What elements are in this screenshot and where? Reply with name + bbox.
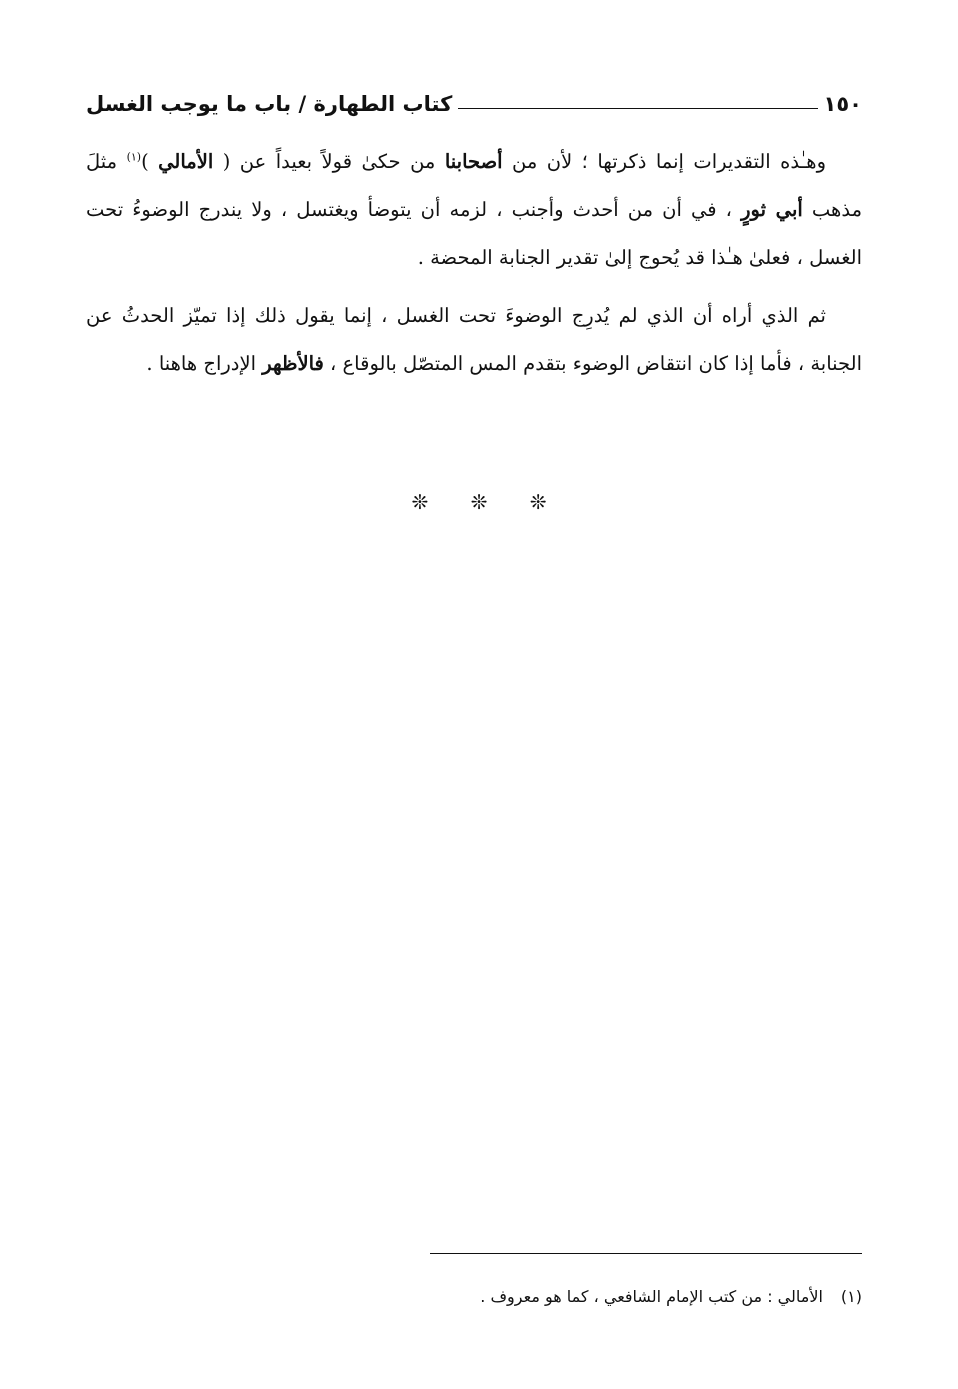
- footnote: [86, 1283, 862, 1311]
- ornament-star: ❊: [411, 490, 429, 514]
- running-title: كتاب الطهارة / باب ما يوجب الغسل: [86, 92, 453, 116]
- footnote-text: الأمالي : من كتب الإمام الشافعي ، كما هو معروف .: [480, 1287, 823, 1306]
- bold-term-amali: الأمالي: [158, 150, 214, 173]
- text-run: ثم الذي أراه أن الذي لم يُدرِج الوضوءَ تحت الغسل ، إنما يقول ذلك إذا تميّز الحدثُ عن الجنابة ، فأما إذا كان انتقاض الوضوء بتقدم المس المتصّل بالوقاع ،: [86, 304, 862, 375]
- page-header: [86, 86, 862, 122]
- text-run: ): [141, 150, 159, 173]
- paragraph-2: [86, 292, 862, 388]
- text-run: الإدراج هاهنا .: [146, 352, 263, 375]
- footnote-rule: [430, 1253, 862, 1254]
- text-run: ، في أن من أحدث وأجنب ، لزمه أن يتوضأ ويغتسل ، ولا يندرج الوضوءُ تحت الغسل ، فعلىٰ هـٰذا قد يُحوج إلىٰ تقدير الجنابة المحضة .: [86, 198, 862, 269]
- bold-term-ashabina: أصحابنا: [444, 150, 503, 173]
- ornament-star: ❊: [529, 490, 547, 514]
- ornament-star: ❊: [470, 490, 488, 514]
- text-run: من حكىٰ قولاً بعيداً عن (: [213, 150, 445, 173]
- header-rule: [458, 108, 817, 109]
- text-run: وهـٰذه التقديرات إنما ذكرتها ؛ لأن من: [502, 150, 827, 173]
- footnote-reference: (١): [126, 150, 142, 164]
- paragraph-1: [86, 138, 862, 282]
- text-run: مثلَ مذهب: [86, 150, 863, 221]
- footnote-number: (١): [840, 1287, 862, 1306]
- bold-term-azhar: فالأظهر: [262, 352, 324, 375]
- section-ornament: [0, 490, 958, 514]
- bold-term-abu-thawr: أبي ثورٍ: [741, 198, 803, 221]
- page-number: ١٥٠: [823, 92, 862, 116]
- main-text: [86, 138, 862, 398]
